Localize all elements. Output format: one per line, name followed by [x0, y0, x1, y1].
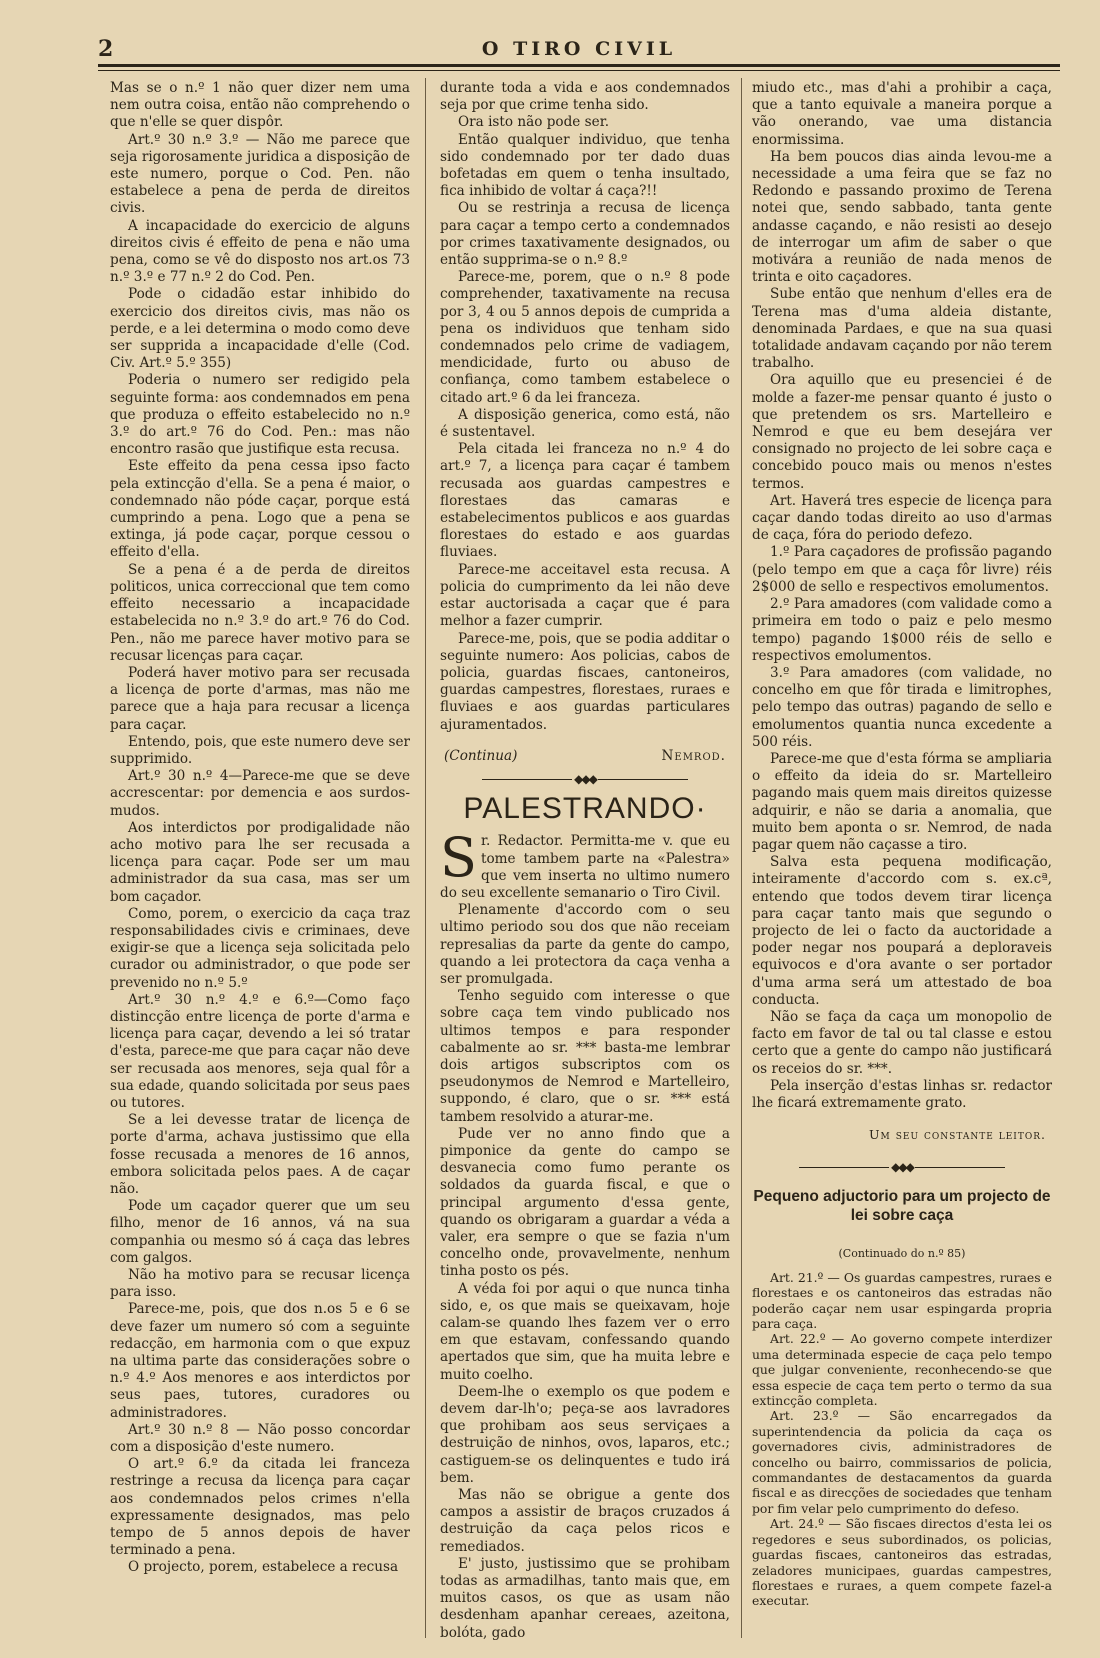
header-rule-thin [98, 70, 1060, 71]
column-1 [110, 80, 410, 1640]
column-3 [752, 80, 1052, 1640]
paragraph: Pela citada lei franceza no n.º 4 do art.º 7, a licença para caçar é tambem recusada aos guardas campestres e florestaes das camaras e estabelecimentos publicos e aos guardas florestaes do estado e aos guardas fluviaes. [440, 441, 730, 561]
paragraph: Deem-lhe o exemplo os que podem e devem dar-lh'o; peça-se aos lavradores que prohibam aos seus serviçaes a destruição de ninhos, ovos, laparos, etc.; castiguem-se os delinquentes e tudo irá bem. [440, 1383, 730, 1486]
paragraph: Art.º 30 n.º 3.º — Não me parece que seja rigorosamente juridica a disposição de este numero, porque o Cod. Pen. não estabelece a pena de perda de direitos civis. [110, 131, 410, 217]
newspaper-title: O TIRO CIVIL [481, 38, 677, 60]
paragraph: 3.º Para amadores (com validade, no concelho em que fôr tirada e limitrophes, pelo tempo das outras) pagando de sello e emolumentos quantia nunca excedente a 500 réis. [752, 664, 1052, 750]
paragraph: Pode o cidadão estar inhibido do exercicio dos direitos civis, mas não os perde, e a lei determina o modo como deve ser supprida a incapacidade d'elle (Cod. Civ. Art.º 5.º 355) [110, 286, 410, 372]
paragraph: Salva esta pequena modificação, inteiramente d'accordo com s. ex.cª, entendo que todos devem tirar licença para caçar tanto mais que segundo o projecto de lei o facto da auctoridade a poder negar nos poupará a deploraveis equivocos e d'ora avante o ser portador d'uma arma será um attestado de boa conducta. [752, 854, 1052, 1008]
paragraph: durante toda a vida e aos condemnados seja por que crime tenha sido. [440, 80, 730, 114]
header-rule-thick [98, 64, 1060, 67]
paragraph: Se a pena é a de perda de direitos politicos, unica correccional que tem como effeito necessario a incapacidade estabelecida no n.º 3.º do art.º 76 do Cod. Pen., não me parece haver motivo para se recusar licenças para caçar. [110, 561, 410, 664]
paragraph: Se a lei devesse tratar de licença de porte d'arma, achava justissimo que ella fosse recusada a menores de 16 annos, embora solicitada pelos paes. A de caçar não. [110, 1112, 410, 1197]
paragraph: Aos interdictos por prodigalidade não acho motivo para lhe ser recusada a licença para caçar. Pode ser um mau administrador da sua casa, mas ser um bom caçador. [110, 819, 410, 905]
paragraph: A disposição generica, como está, não é sustentavel. [440, 406, 730, 441]
paragraph: Entendo, pois, que este numero deve ser supprimido. [110, 733, 410, 767]
paragraph: Plenamente d'accordo com o seu ultimo periodo sou dos que não receiam represalias da parte da gente do campo, quando a lei protectora da caça venha a ser promulgada. [440, 902, 730, 987]
paragraph: Não se faça da caça um monopolio de facto em favor de tal ou tal classe e estou certo que a gente do campo não justificará os receios do sr. ***. [752, 1008, 1052, 1077]
paragraph: Mas se o n.º 1 não quer dizer nem uma nem outra coisa, então não comprehendo o que n'elle se quer dispôr. [110, 80, 410, 131]
article-paragraph: Art. 24.º — São fiscaes directos d'esta lei os regedores e seus subordinados, os policias, guardas fiscaes, cantoneiros das estradas, zeladores municipaes, guardas campestres, florestaes e ruraes, a quem compete fazel-a executar. [752, 1516, 1052, 1609]
paragraph: Parece-me, porem, que o n.º 8 pode comprehender, taxativamente na recusa por 3, 4 ou 5 annos depois de cumprida a pena os individuos que tenham sido condemnados pelo crime de vadiagem, mendicidade, furto ou abuso de confiança, como tambem estabelece o citado art.º 6 da lei franceza. [440, 269, 730, 406]
page-number: 2 [98, 36, 114, 62]
article-paragraph: Art. 23.º — São encarregados da superintendencia da policia da caça os governadores civis, administradores de concelho ou bairro, commissarios de policia, commandantes de destacamentos da guarda fiscal e as direcções de sociedades que tenham por fim velar pelo cumprimento do defeso. [752, 1408, 1052, 1516]
paragraph: Pela inserção d'estas linhas sr. redactor lhe ficará extremamente grato. [752, 1077, 1052, 1111]
paragraph: Parece-me, pois, que se podia additar o seguinte numero: Aos policias, cabos de policia, guardas fiscaes, cantoneiros, guardas campestres, florestaes, ruraes e fluviaes e aos guardas particulares ajuramentados. [440, 630, 730, 733]
continua-note: (Continua) [444, 747, 518, 764]
paragraph: A véda foi por aqui o que nunca tinha sido, e, os que mais se queixavam, hoje calam-se quando lhes fazem ver o erro em que estavam, confessando quando apertados que sim, que ha muita lebre e muito coelho. [440, 1280, 730, 1383]
paragraph: Então qualquer individuo, que tenha sido condemnado por ter dado duas bofetadas em quem o tenha insultado, fica inhibido de voltar á caça?!! [440, 131, 730, 200]
article-title: Pequeno adjuctorio para um projecto de lei sobre caça [753, 1187, 1051, 1224]
article-paragraph: Art. 21.º — Os guardas campestres, ruraes e florestaes e os cantoneiros das estradas não poderão caçar nem usar espingarda propria para caça. [752, 1269, 1052, 1332]
paragraph: Art.º 30 n.º 4.º e 6.º—Como faço distincção entre licença de porte d'arma e licença para caçar, devendo a lei só tratar d'esta, parece-me que para caçar não deve ser recusada aos menores, seja qual fôr a sua edade, quando solicitada por seus paes ou tutores. [110, 991, 410, 1111]
ornament-divider: ◆◆◆ [440, 771, 730, 788]
article-paragraph: Art. 22.º — Ao governo compete interdizer uma determinada especie de caça pelo tempo que julgar conveniente, reconhecendo-se que essa especie de caça tem perto o termo da sua extincção completa. [752, 1331, 1052, 1409]
paragraph: O projecto, porem, estabelece a recusa [128, 1559, 399, 1576]
author-signature: Nemrod. [661, 747, 726, 764]
paragraph: Pode um caçador querer que um seu filho, menor de 16 annos, vá na sua companhia ou mesmo só á caça das lebres com galgos. [110, 1198, 410, 1266]
paragraph: Mas não se obrigue a gente dos campos a assistir de braços cruzados á destruição da caça pelos ricos e remediados. [440, 1487, 730, 1555]
reader-signature: Um seu constante leitor. [869, 1127, 1046, 1143]
column-2 [440, 80, 730, 1640]
paragraph: Parece-me, pois, que dos n.os 5 e 6 se deve fazer um numero só com a seguinte redacção, em harmonia com o que expuz na ultima parte das considerações sobre o n.º 4.º Aos menores e aos interdictos por seus paes, tutores, curadores ou administradores. [110, 1301, 410, 1421]
paragraph: Ha bem poucos dias ainda levou-me a necessidade a uma feira que se faz no Redondo e passando proximo de Terena notei que, sendo sabbado, tanta gente andasse caçando, e não resisti ao desejo de interrogar um afim de saber o que motivára a reunião de nada menos de trinta e oito caçadores. [752, 148, 1052, 286]
ornament-divider: ◆◆◆ [752, 1159, 1052, 1176]
paragraph: Ora isto não pode ser. [458, 114, 610, 131]
paragraph: Pude ver no anno findo que a pimponice da gente do campo se desvanecia como fumo perante os soldados da guarda fiscal, e que o principal argumento d'essa gente, quando os obrigaram a guardar a véda a valer, era sempre o que se fazia n'um concelho onde, provavelmente, nenhum tinha posto os pés. [440, 1125, 730, 1280]
paragraph: A incapacidade do exercicio de alguns direitos civis é effeito de pena e não uma pena, como se vê do disposto nos art.os 73 n.º 3.º e 77 n.º 2 do Cod. Pen. [110, 217, 410, 286]
paragraph: Poderia o numero ser redigido pela seguinte forma: aos condemnados em pena que produza o effeito estabelecido no n.º 3.º do art.º 76 do Cod. Pen.: mas não encontro rasão que justifique esta recusa. [110, 372, 410, 458]
paragraph: Parece-me acceitavel esta recusa. A policia do cumprimento da lei não deve estar auctorisada a caçar que é para melhor a fazer cumprir. [440, 561, 730, 630]
page-header [98, 36, 1060, 66]
paragraph: Ora aquillo que eu presenciei é de molde a fazer-me pensar quanto é justo o que pretendem os srs. Martelleiro e Nemrod e que eu bem desejára ver consignado no projecto de lei sobre caça e concebido pouco mais ou menos n'estes termos. [752, 372, 1052, 492]
paragraph: Art.º 30 n.º 8 — Não posso concordar com a disposição d'este numero. [110, 1421, 410, 1456]
continuation-line [444, 748, 726, 765]
paragraph: miudo etc., mas d'ahi a prohibir a caça, que a tanto equivale a maneira porque a vão onerando, vae uma distancia enormissima. [752, 80, 1052, 148]
paragraph: Este effeito da pena cessa ipso facto pela extincção d'ella. Se a pena é maior, o condemnado não póde caçar, porque está cumprindo a pena. Logo que a pena se extinga, já pode caçar, porque cessou o effeito d'ella. [110, 458, 410, 561]
paragraph: Art. Haverá tres especie de licença para caçar dando todas direito ao uso d'armas de caça, fóra do periodo defezo. [752, 492, 1052, 544]
paragraph: Tenho seguido com interesse o que sobre caça tem vindo publicado nos ultimos tempos e para responder cabalmente ao sr. *** basta-me lembrar dois artigos subscriptos com os pseudonymos de Nemrod e Martelleiro, suppondo, é claro, que o sr. *** está tambem resolvido a aturar-me. [440, 988, 730, 1125]
paragraph: Poderá haver motivo para ser recusada a licença de porte d'armas, mas não me parece que a haja para recusar a licença para caçar. [110, 664, 410, 733]
paragraph: Art.º 30 n.º 4—Parece-me que se deve accrescentar: por demencia e aos surdos-mudos. [110, 768, 410, 819]
paragraph: Não ha motivo para se recusar licença para isso. [110, 1267, 410, 1301]
paragraph: E' justo, justissimo que se prohibam todas as armadilhas, tanto mais que, em muitos casos, os que as usam não desdenham apanhar cereaes, azeitona, bolóta, gado [440, 1555, 730, 1640]
paragraph: O art.º 6.º da citada lei franceza restringe a recusa da licença para caçar aos condemnados pelos crimes n'ella expressamente designados, mas pelo tempo de 5 annos depois de haver terminado a pena. [110, 1456, 410, 1559]
paragraph [440, 826, 730, 902]
paragraph: Sube então que nenhum d'elles era de Terena mas d'uma aldeia distante, denominada Pardaes, e que na sua quasi totalidade andavam caçando por não terem trabalho. [752, 286, 1052, 372]
paragraph: Ou se restrinja a recusa de licença para caçar a tempo certo a condemnados por crimes taxativamente designados, ou então supprima-se o n.º 8.º [440, 200, 730, 269]
paragraph-text: r. Redactor. Permitta-me v. que eu tome tambem parte na «Palestra» que vem inserta no ultimo numero do seu excellente semanario o Tiro Civil. [440, 833, 730, 901]
paragraph: Parece-me que d'esta fórma se ampliaria o effeito da ideia do sr. Martelleiro pagando mais quem mais direitos quizesse adquirir, e não se daria a anomalia, que muito bem aponta o sr. Nemrod, de nada pagar quem não caçasse a tiro. [752, 750, 1052, 853]
paragraph: 1.º Para caçadores de profissão pagando (pelo tempo em que a caça fôr livre) réis 2$000 de sello e respectivos emolumentos. [752, 544, 1052, 595]
paragraph: Como, porem, o exercicio da caça traz responsabilidades civis e criminaes, deve exigir-se que a licença seja solicitada pelo curador ou administrador, o que pode ser prevenido no n.º 5.º [110, 905, 410, 991]
paragraph: 2.º Para amadores (com validade como a primeira em todo o paiz e pelo mesmo tempo) pagando 1$000 réis de sello e respectivos emolumentos. [752, 596, 1052, 664]
section-title: PALESTRANDO· [463, 792, 707, 826]
article-body [752, 1270, 1052, 1609]
drop-cap: S [440, 826, 477, 890]
column-divider [425, 78, 426, 1638]
article-subtitle: (Continuado do n.º 85) [838, 1246, 966, 1260]
column-divider [741, 78, 742, 1638]
